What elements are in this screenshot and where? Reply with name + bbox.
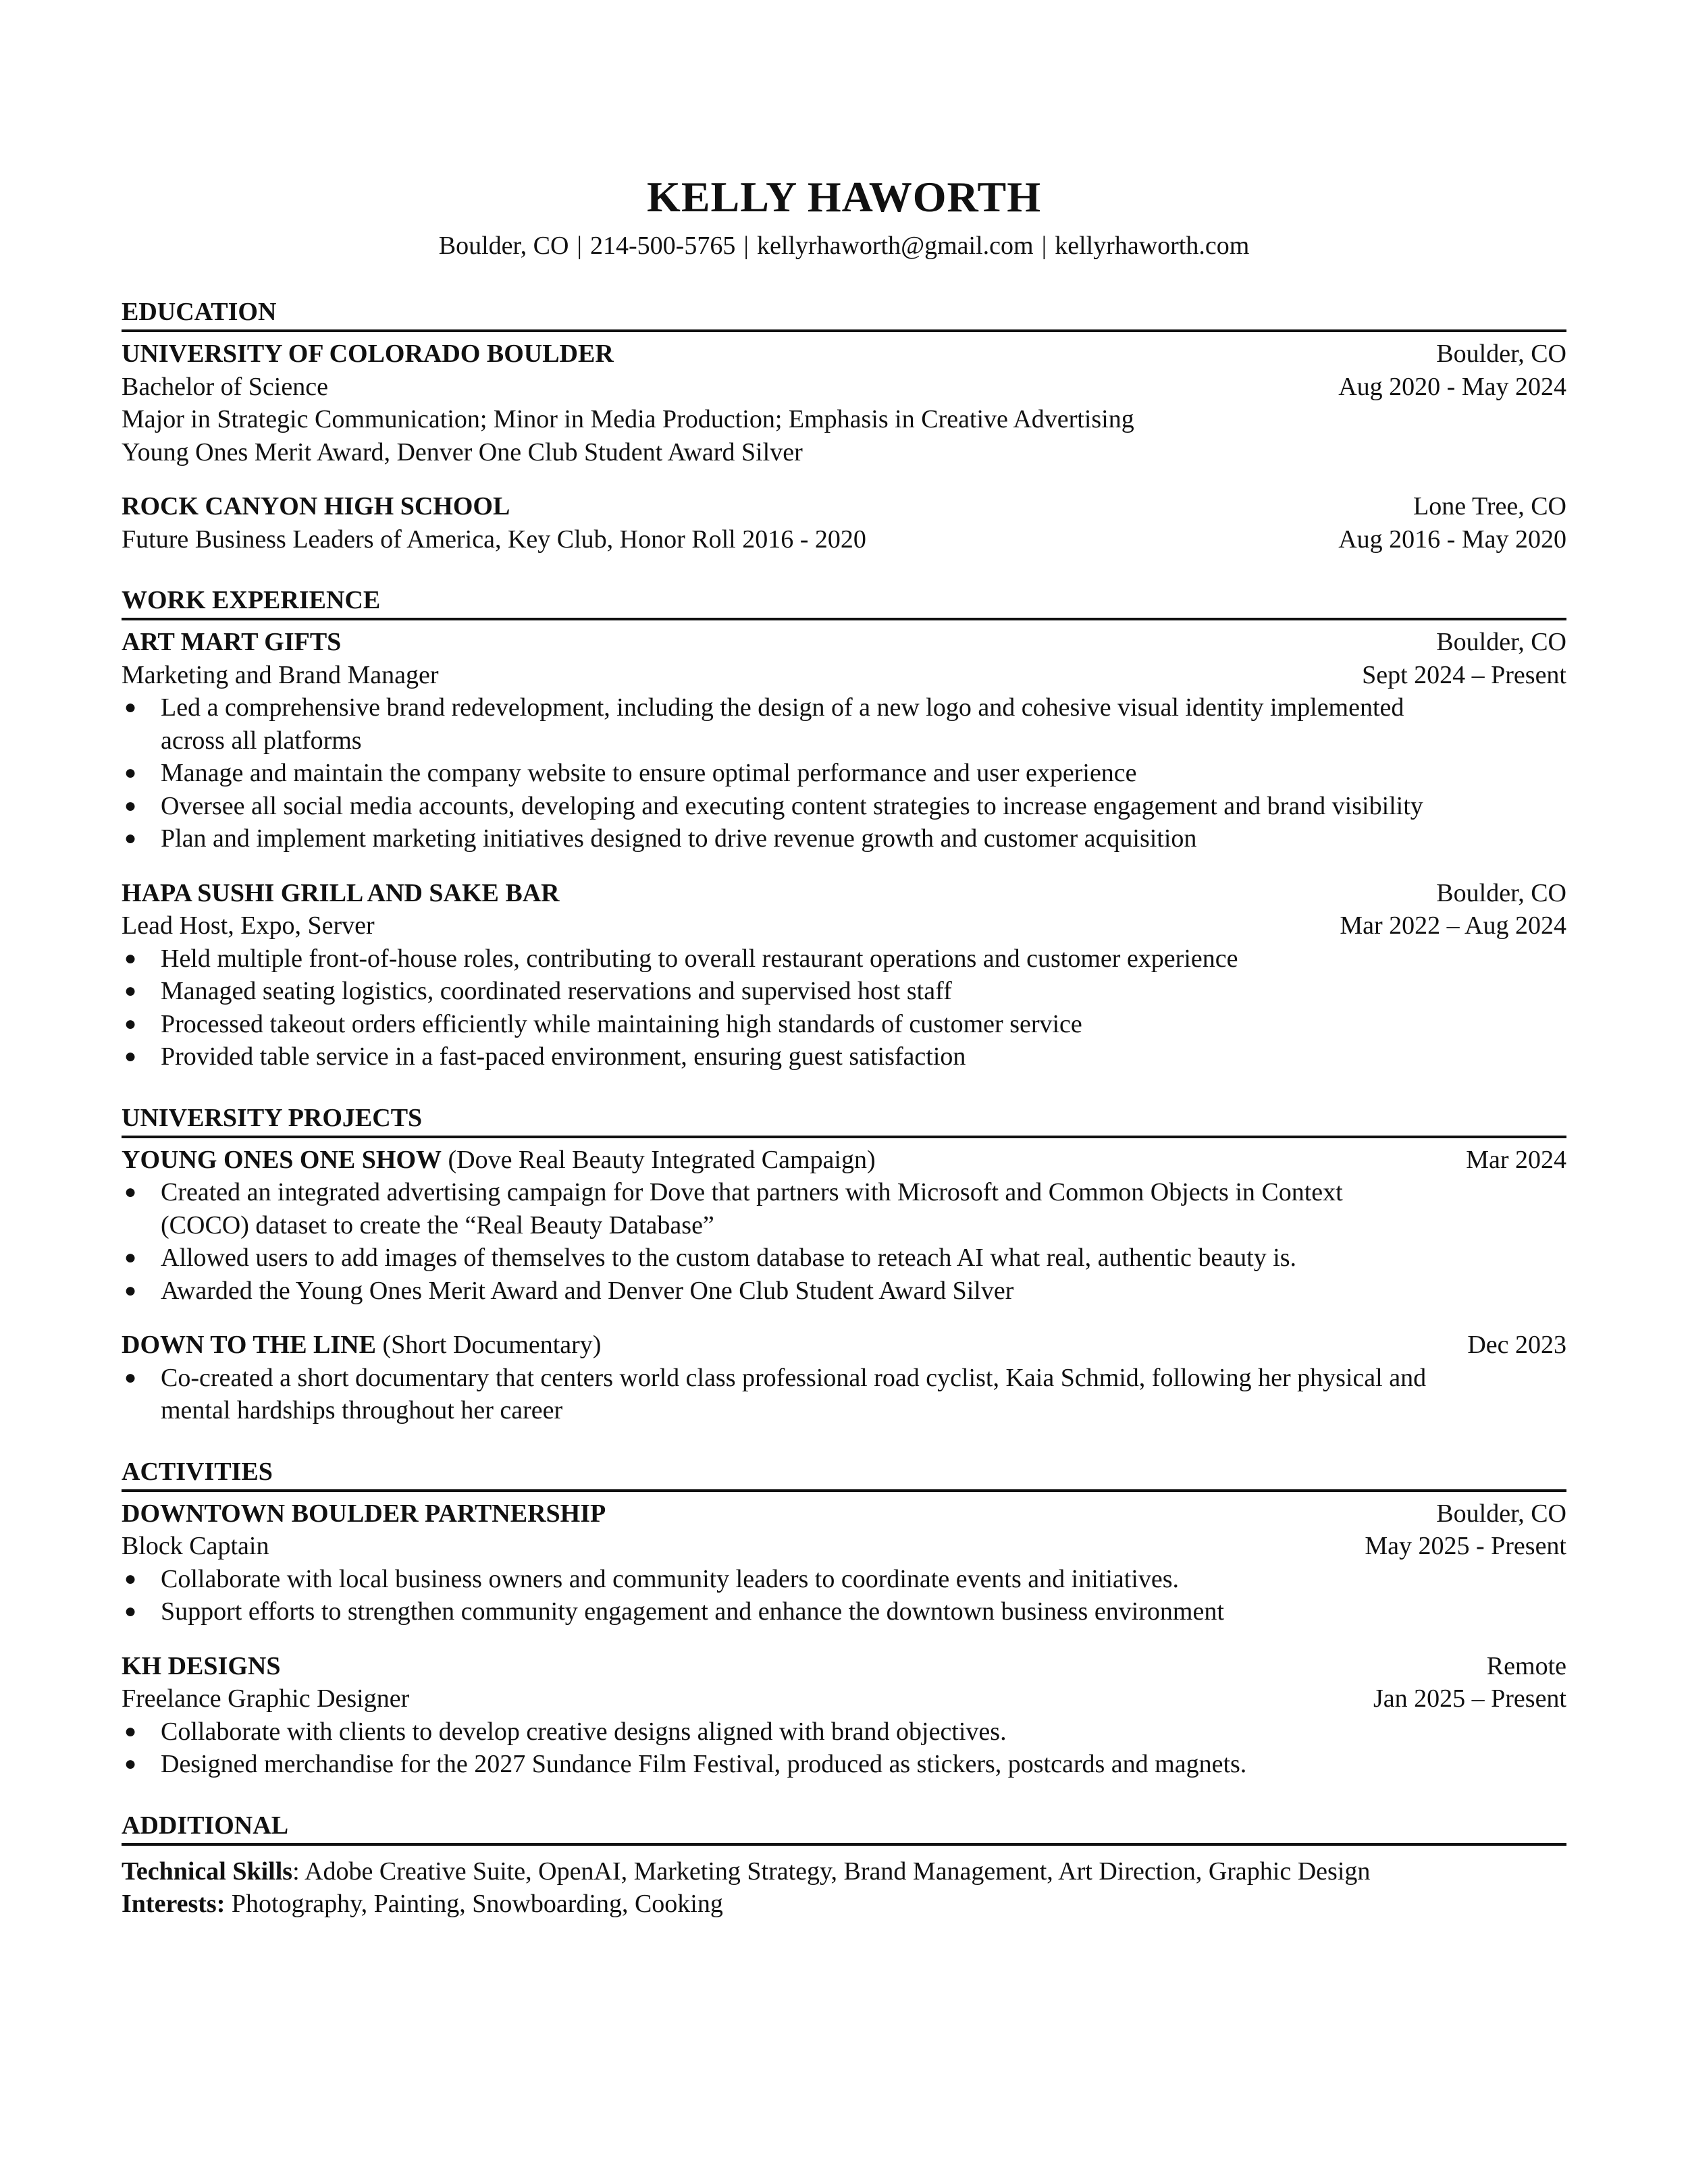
entry-sub-row: [122, 523, 1566, 556]
bullet-item: [122, 1748, 1444, 1781]
bullet-item: [122, 1176, 1430, 1242]
entry-detail: Major in Strategic Communication; Minor in Media Production; Emphasis in Creative Advertising: [122, 405, 1134, 433]
bullet-text: Held multiple front-of-house roles, contributing to overall restaurant operations and customer experience: [161, 944, 1238, 973]
bullet-icon: ●: [124, 1279, 137, 1302]
bullet-icon: ●: [124, 1753, 137, 1775]
entry-dates: Mar 2024: [1466, 1145, 1566, 1174]
entry-sub-row: [122, 1530, 1566, 1563]
entry-dates: Jan 2025 – Present: [1373, 1684, 1566, 1713]
work-section: [122, 584, 1566, 1073]
entry-location: Boulder, CO: [1436, 340, 1566, 368]
bullet-text: Collaborate with clients to develop creative designs aligned with brand objectives.: [161, 1717, 1007, 1746]
entry-org: YOUNG ONES ONE SHOW: [122, 1145, 442, 1174]
entry-header-row: [122, 490, 1566, 523]
bullet-text: Plan and implement marketing initiatives designed to drive revenue growth and customer acquisition: [161, 824, 1197, 853]
entry-header-row: [122, 877, 1566, 910]
bullet-item: [122, 975, 1444, 1008]
section-title-additional: ADDITIONAL: [122, 1809, 1566, 1846]
contact-separator: |: [743, 232, 749, 260]
entry-org: HAPA SUSHI GRILL AND SAKE BAR: [122, 878, 560, 907]
contact-email: kellyrhaworth@gmail.com: [756, 232, 1034, 260]
interests-value: Photography, Painting, Snowboarding, Cooking: [225, 1890, 723, 1918]
entry-header-row: [122, 626, 1566, 659]
bullet-text: Oversee all social media accounts, developing and executing content strategies to increase engagement and brand visibility: [161, 791, 1423, 820]
entry-dates: Aug 2016 - May 2020: [1338, 525, 1566, 554]
bullet-text: Designed merchandise for the 2027 Sundance Film Festival, produced as stickers, postcards and magnets.: [161, 1750, 1247, 1778]
project-entry: [122, 1144, 1566, 1308]
bullet-item: [122, 790, 1444, 823]
entry-role: Block Captain: [122, 1532, 269, 1560]
work-entry: [122, 626, 1566, 855]
bullet-item: [122, 1362, 1457, 1427]
entry-role: Freelance Graphic Designer: [122, 1684, 410, 1713]
activity-entry: [122, 1650, 1566, 1781]
contact-separator: |: [577, 232, 583, 260]
bullet-icon: ●: [124, 1600, 137, 1622]
bullet-icon: ●: [124, 827, 137, 849]
education-section: [122, 296, 1566, 556]
entry-org: ART MART GIFTS: [122, 628, 342, 656]
bullet-text: Processed takeout orders efficiently while maintaining high standards of customer service: [161, 1009, 1082, 1038]
bullet-icon: ●: [124, 1366, 137, 1389]
bullet-item: [122, 1715, 1444, 1749]
bullet-item: [122, 1040, 1444, 1073]
entry-location: Boulder, CO: [1436, 628, 1566, 656]
bullet-list: [122, 1362, 1566, 1427]
activity-entry: [122, 1497, 1566, 1628]
technical-skills-value: : Adobe Creative Suite, OpenAI, Marketing Strategy, Brand Management, Art Direction, Graphic Design: [292, 1857, 1371, 1886]
bullet-icon: ●: [124, 947, 137, 969]
bullet-list: [122, 1176, 1566, 1307]
section-title-activities: ACTIVITIES: [122, 1456, 1566, 1492]
entry-location: Boulder, CO: [1436, 878, 1566, 907]
bullet-item: [122, 822, 1444, 855]
entry-header-row: [122, 1144, 1566, 1177]
entry-header-row: [122, 1650, 1566, 1683]
entry-header-row: [122, 1329, 1566, 1362]
bullet-text: Created an integrated advertising campaign for Dove that partners with Microsoft and Common Objects in Context (COCO) dataset to create the “Real Beauty Database”: [161, 1178, 1343, 1240]
bullet-icon: ●: [124, 980, 137, 1002]
bullet-text: Allowed users to add images of themselves to the custom database to reteach AI what real, authentic beauty is.: [161, 1244, 1297, 1272]
activities-section: [122, 1456, 1566, 1781]
bullet-icon: ●: [124, 1720, 137, 1742]
bullet-text: Co-created a short documentary that centers world class professional road cyclist, Kaia Schmid, following her physical and mental hardships throughout her career: [161, 1363, 1427, 1424]
bullet-icon: ●: [124, 1012, 137, 1035]
bullet-item: [122, 942, 1444, 976]
education-entry: [122, 490, 1566, 556]
entry-title: [122, 1329, 601, 1362]
section-title-work: WORK EXPERIENCE: [122, 584, 1566, 620]
technical-skills-label: Technical Skills: [122, 1857, 293, 1886]
bullet-list: [122, 1563, 1566, 1628]
bullet-text: Manage and maintain the company website to ensure optimal performance and user experience: [161, 759, 1137, 787]
entry-org: DOWNTOWN BOULDER PARTNERSHIP: [122, 1499, 606, 1528]
project-entry: [122, 1329, 1566, 1427]
bullet-icon: ●: [124, 762, 137, 784]
contact-website: kellyrhaworth.com: [1055, 232, 1250, 260]
entry-dates: Dec 2023: [1467, 1331, 1566, 1359]
entry-sub-row: [122, 909, 1566, 942]
projects-section: [122, 1102, 1566, 1427]
entry-sub-row: [122, 659, 1566, 692]
bullet-icon: ●: [124, 1567, 137, 1590]
entry-org: ROCK CANYON HIGH SCHOOL: [122, 492, 510, 521]
entry-detail: Young Ones Merit Award, Denver One Club Student Award Silver: [122, 437, 803, 467]
bullet-icon: ●: [124, 1045, 137, 1067]
section-title-projects: UNIVERSITY PROJECTS: [122, 1102, 1566, 1138]
bullet-list: [122, 1715, 1566, 1781]
additional-section: [122, 1809, 1566, 1921]
bullet-icon: ●: [124, 794, 137, 817]
bullet-icon: ●: [124, 696, 137, 718]
entry-location: Lone Tree, CO: [1413, 492, 1566, 521]
entry-location: Boulder, CO: [1436, 1499, 1566, 1528]
bullet-text: Managed seating logistics, coordinated reservations and supervised host staff: [161, 977, 952, 1005]
bullet-list: [122, 691, 1566, 855]
section-title-education: EDUCATION: [122, 296, 1566, 332]
entry-degree: Future Business Leaders of America, Key Club, Honor Roll 2016 - 2020: [122, 525, 866, 554]
work-entry: [122, 877, 1566, 1073]
resume-header: [122, 170, 1566, 263]
entry-title: [122, 1144, 876, 1177]
entry-header-row: [122, 1497, 1566, 1530]
bullet-item: [122, 691, 1444, 757]
contact-phone: 214-500-5765: [590, 232, 736, 260]
entry-dates: Mar 2022 – Aug 2024: [1340, 911, 1566, 940]
education-entry: [122, 338, 1566, 469]
entry-org: DOWN TO THE LINE: [122, 1331, 376, 1359]
entry-header-row: [122, 338, 1566, 371]
candidate-name: KELLY HAWORTH: [647, 173, 1041, 221]
entry-subtitle: (Short Documentary): [382, 1331, 602, 1359]
entry-degree: Bachelor of Science: [122, 372, 328, 401]
contact-location: Boulder, CO: [438, 232, 569, 260]
bullet-text: Provided table service in a fast-paced environment, ensuring guest satisfaction: [161, 1042, 966, 1071]
bullet-icon: ●: [124, 1246, 137, 1269]
entry-dates: May 2025 - Present: [1365, 1532, 1566, 1560]
entry-location: Remote: [1486, 1651, 1566, 1680]
bullet-text: Awarded the Young Ones Merit Award and Denver One Club Student Award Silver: [161, 1276, 1014, 1305]
bullet-list: [122, 942, 1566, 1073]
entry-role: Lead Host, Expo, Server: [122, 911, 375, 940]
bullet-text: Led a comprehensive brand redevelopment, including the design of a new logo and cohesive visual identity implemented across all platforms: [161, 693, 1404, 755]
interests-line: [122, 1888, 1566, 1921]
contact-line: [122, 228, 1566, 263]
entry-dates: Sept 2024 – Present: [1362, 660, 1566, 689]
bullet-item: [122, 1242, 1511, 1275]
bullet-item: [122, 757, 1444, 790]
bullet-item: [122, 1563, 1444, 1596]
bullet-icon: ●: [124, 1181, 137, 1203]
contact-separator: |: [1041, 232, 1047, 260]
entry-org: UNIVERSITY OF COLORADO BOULDER: [122, 340, 614, 368]
entry-sub-row: [122, 1682, 1566, 1715]
entry-subtitle: (Dove Real Beauty Integrated Campaign): [448, 1145, 876, 1174]
bullet-item: [122, 1595, 1444, 1628]
technical-skills-line: [122, 1855, 1566, 1888]
bullet-item: [122, 1275, 1444, 1308]
bullet-text: Support efforts to strengthen community engagement and enhance the downtown business environment: [161, 1597, 1224, 1626]
bullet-text: Collaborate with local business owners and community leaders to coordinate events and initiatives.: [161, 1564, 1180, 1593]
entry-org: KH DESIGNS: [122, 1651, 281, 1680]
bullet-item: [122, 1008, 1444, 1041]
entry-role: Marketing and Brand Manager: [122, 660, 439, 689]
entry-sub-row: [122, 371, 1566, 404]
interests-label: Interests:: [122, 1890, 226, 1918]
entry-dates: Aug 2020 - May 2024: [1338, 372, 1566, 401]
